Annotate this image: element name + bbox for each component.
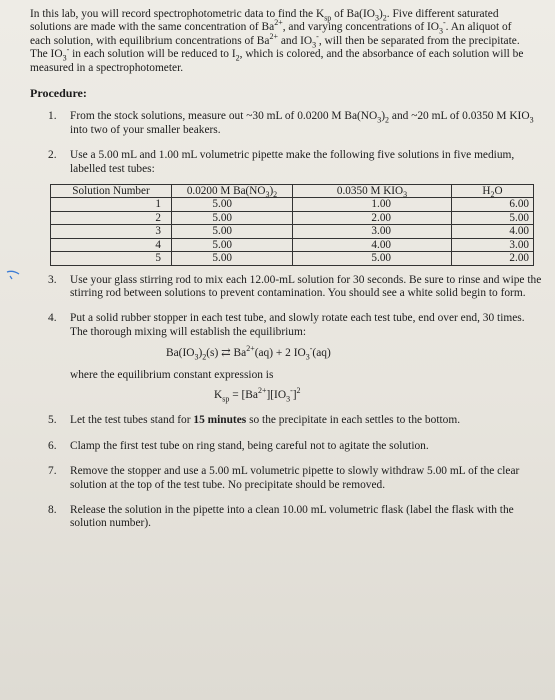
step-2 <box>30 149 543 176</box>
step-text: Clamp the first test tube on ring stand, being careful not to agitate the solution. <box>70 439 429 452</box>
col-barium-nitrate: 0.0200 M $Ba(NO_3)_2$ <box>172 185 293 198</box>
col-water: $H_2O$ <box>452 185 534 198</box>
table-cell: 4.00 <box>452 225 534 238</box>
step-4 <box>30 312 543 339</box>
table-cell: 4.00 <box>293 238 452 251</box>
equilibrium-equation: $Ba(IO_3)_2(s)$ ⇄ $Ba^{2+}(aq) + 2$ $IO_3^-(aq)$ <box>166 344 331 362</box>
table-cell: 5.00 <box>172 225 293 238</box>
table-row <box>51 211 534 224</box>
col-solution-number: Solution Number <box>51 185 172 198</box>
step-1 <box>30 110 543 137</box>
step-number: 6. <box>48 439 57 452</box>
table-cell: 1.00 <box>293 198 452 211</box>
table-cell: 5.00 <box>452 211 534 224</box>
ksp-expression: $K_{sp} = [Ba^{2+}][IO_3^-]^2$ <box>214 386 301 404</box>
table-cell: 3.00 <box>452 238 534 251</box>
step-text: Release the solution in the pipette into a clean 10.00 mL volumetric flask (label the flask with the solution number). <box>70 503 514 530</box>
procedure-heading: Procedure: <box>30 86 87 101</box>
table-row <box>51 198 534 211</box>
step-text: Use your glass stirring rod to mix each 12.00-mL solution for 30 seconds. Be sure to rinse and wipe the stirring rod between solutions to prevent contamination. You should see a white solid begin to form. <box>70 273 542 299</box>
step-number: 8. <box>48 503 57 516</box>
intro-paragraph: In this lab, you will record spectrophotometric data to find the $K_{sp}$ of $Ba(IO_3)_2$. Five different saturated solutions are made with the same concentration of $Ba^{2+}$, and varying concentrations of $IO_3^-$. An aliquot of each solution, with equilibrium concentrations of $Ba^{2+}$ and $IO_3^-$, will then be separated from the precipitate. The $IO_3^-$ in each solution will be reduced to $I_2$, which is colored, and the absorbance of each solution will be measured in a spectrophotometer. <box>30 8 524 74</box>
step-text: From the stock solutions, measure out ~30 mL of 0.0200 M $Ba(NO_3)_2$ and ~20 mL of 0.0350 M $KIO_3$ into two of your smaller beakers. <box>70 110 534 136</box>
table-cell: 5.00 <box>172 211 293 224</box>
step-number: 7. <box>48 465 57 478</box>
margin-arrow-icon <box>6 270 20 280</box>
step-text: Put a solid rubber stopper in each test tube, and slowly rotate each test tube, end over end, 30 times. The thorough mixing will establish the equilibrium: <box>70 312 525 338</box>
step-number: 2. <box>48 149 57 162</box>
solutions-table <box>50 184 534 265</box>
table-cell: 5.00 <box>172 198 293 211</box>
table-cell: 3 <box>51 225 172 238</box>
step-6 <box>30 440 543 453</box>
table-row <box>51 225 534 238</box>
table-cell: 5.00 <box>172 252 293 265</box>
table-header-row <box>51 185 534 198</box>
step-text: Use a 5.00 mL and 1.00 mL volumetric pipette make the following five solutions in five medium, labelled test tubes: <box>70 149 515 175</box>
table-row <box>51 252 534 265</box>
table-cell: 2.00 <box>452 252 534 265</box>
procedure-list <box>30 110 543 176</box>
table-cell: 2.00 <box>293 211 452 224</box>
table-cell: 5.00 <box>172 238 293 251</box>
step-5 <box>30 414 543 427</box>
table-cell: 3.00 <box>293 225 452 238</box>
procedure-list-continued <box>30 274 543 340</box>
step-number: 1. <box>48 110 57 123</box>
table-cell: 6.00 <box>452 198 534 211</box>
step-text: Remove the stopper and use a 5.00 mL volumetric pipette to slowly withdraw 5.00 mL of the clear solution at the top of the test tube. No precipitate should be removed. <box>70 465 520 491</box>
col-potassium-iodate: 0.0350 M $KIO_3$ <box>293 185 452 198</box>
table-cell: 4 <box>51 238 172 251</box>
table-cell: 2 <box>51 211 172 224</box>
table-cell: 5.00 <box>293 252 452 265</box>
step-text: Let the test tubes stand for 15 minutes so the precipitate in each settles to the bottom. <box>70 414 461 427</box>
step-number: 3. <box>48 273 57 286</box>
table-cell: 5 <box>51 252 172 265</box>
step-8 <box>30 504 543 531</box>
table-cell: 1 <box>51 198 172 211</box>
where-text: where the equilibrium constant expression is <box>70 368 274 381</box>
table-row <box>51 238 534 251</box>
procedure-list-final <box>30 414 543 530</box>
step-3 <box>30 274 543 301</box>
step-number: 4. <box>48 312 57 325</box>
step-number: 5. <box>48 414 57 427</box>
step-7 <box>30 465 543 492</box>
